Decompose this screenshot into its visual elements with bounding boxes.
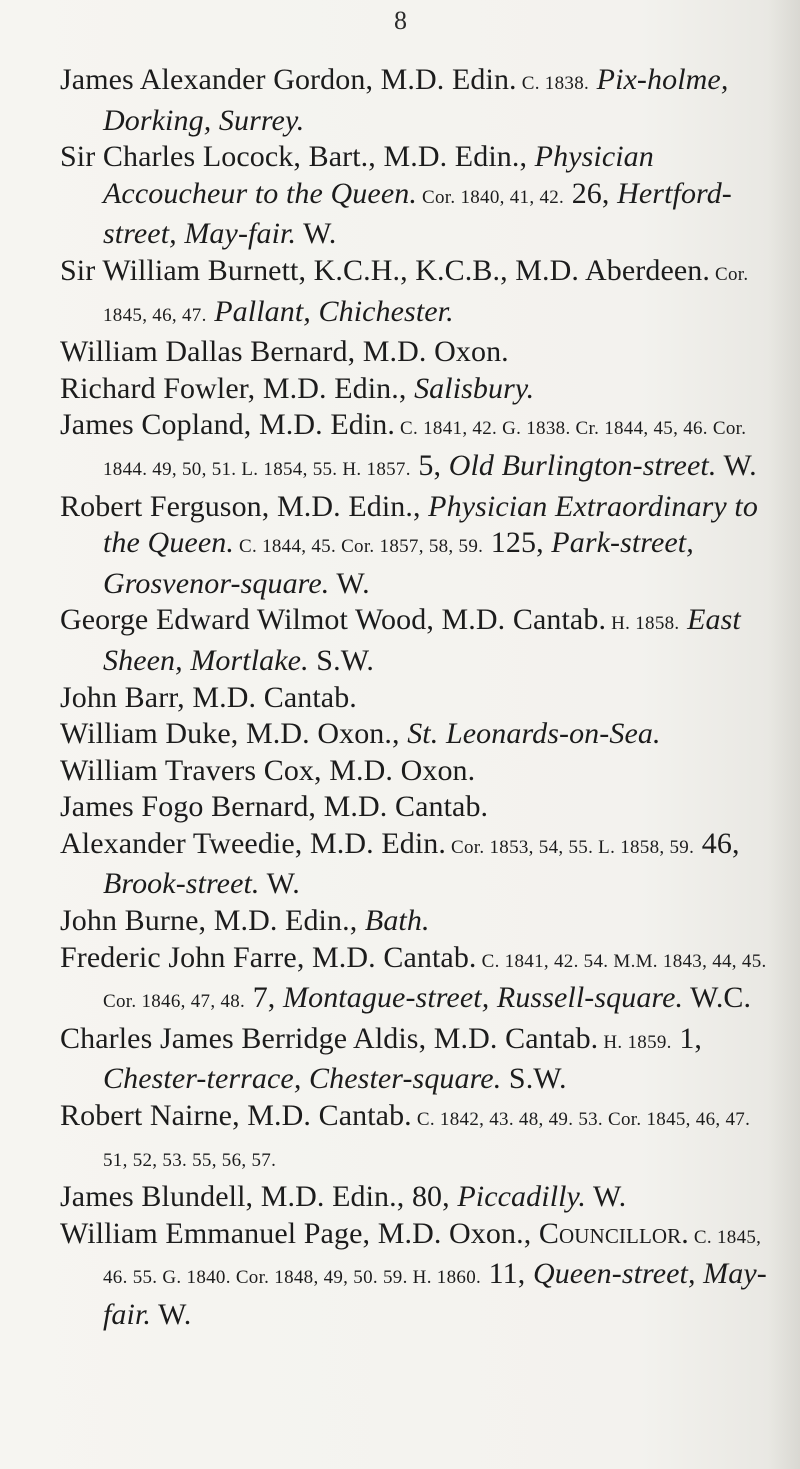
- list-item: [60, 602, 776, 679]
- entry-address: Park-street, Grosvenor-square.: [103, 526, 694, 600]
- entry-office: Physician Accoucheur to the Queen.: [103, 140, 654, 210]
- entry-name: Robert Nairne,: [60, 1099, 240, 1133]
- entry-name: George Edward Wilmot Wood,: [60, 603, 434, 637]
- entry-address: Chester-terrace, Chester-square.: [103, 1062, 502, 1096]
- entry-name: James Copland,: [60, 408, 252, 442]
- entry-address: Montague-street, Russell-square.: [275, 981, 684, 1015]
- entry-name: William Duke,: [60, 717, 239, 751]
- entry-address-number: 46,: [694, 826, 740, 860]
- entry-address: Hertford-street, May-fair.: [103, 176, 732, 251]
- entry-details: Cor. 1853, 54, 55. L. 1858, 59.: [445, 836, 695, 858]
- list-item: [60, 753, 776, 790]
- entry-name: Frederic John Farre,: [60, 940, 305, 974]
- entry-address: Piccadilly.: [449, 1180, 586, 1214]
- entry-degree: M.D. Cantab.: [433, 603, 607, 637]
- entry-postal-district: W.: [296, 217, 337, 251]
- list-item: [60, 940, 776, 1021]
- entry-degree: M.D. Edin.,: [255, 371, 407, 405]
- list-item: [60, 1179, 776, 1216]
- entry-address: St. Leonards-on-Sea.: [399, 717, 661, 751]
- entry-degree: M.D. Edin.,: [269, 489, 421, 523]
- entry-degree: M.D. Oxon.,: [238, 717, 400, 751]
- list-item: [60, 789, 776, 826]
- entry-name: James Alexander Gordon,: [60, 63, 374, 96]
- list-item: [60, 680, 776, 717]
- entry-postal-district: S.W.: [501, 1062, 567, 1096]
- entry-address: Pallant, Chichester.: [206, 294, 454, 328]
- list-item: [60, 1098, 776, 1179]
- list-item: [60, 826, 776, 903]
- entry-address-number: 1,: [671, 1021, 703, 1055]
- list-item: [60, 253, 776, 334]
- entry-address: Bath.: [357, 904, 430, 938]
- entry-degree: M.D. Cantab.: [239, 1099, 412, 1133]
- entry-details: C. 1841, 42. 54. M.M. 1843, 44, 45. Cor. 1846, 47, 48.: [103, 950, 767, 1013]
- list-item: [60, 334, 776, 371]
- list-item: [60, 903, 776, 940]
- entry-address-number: 80,: [404, 1180, 450, 1214]
- list-item: [60, 489, 776, 603]
- entry-name: Robert Ferguson,: [60, 489, 270, 523]
- entry-degree: M.D. Cantab.: [426, 1021, 599, 1055]
- entry-address-number: 125,: [483, 526, 544, 560]
- entry-details: Cor. 1845, 46, 47.: [103, 263, 749, 326]
- entry-address-number: 5,: [410, 448, 442, 482]
- entry-postal-district: S.W.: [308, 643, 374, 677]
- entry-name: Sir Charles Locock, Bart.,: [60, 140, 376, 174]
- entry-address: Brook-street.: [103, 867, 260, 901]
- entry-postal-district: W.: [716, 448, 757, 482]
- list-item: [60, 1021, 776, 1098]
- entry-name: James Blundell,: [60, 1180, 254, 1214]
- entry-name: James Fogo Bernard,: [60, 790, 317, 824]
- entry-degree: M.D. Aberdeen.: [507, 253, 710, 287]
- entry-details: Cor. 1840, 41, 42.: [416, 186, 565, 208]
- entry-degree: M.D. Cantab.: [184, 680, 357, 714]
- list-item: [60, 407, 776, 488]
- entry-address: Old Burlington-street.: [441, 448, 717, 482]
- entry-degree: M.D. Edin.,: [375, 140, 528, 174]
- entry-degree: M.D. Edin.,: [253, 1180, 405, 1214]
- entry-details: C. 1838.: [516, 73, 590, 94]
- list-item: [60, 1216, 776, 1334]
- entry-degree: M.D. Edin.: [251, 408, 395, 442]
- entry-details: C. 1844, 45. Cor. 1857, 58, 59.: [233, 536, 484, 558]
- entry-name: William Travers Cox,: [60, 753, 322, 787]
- entry-address: Pix-holme, Dorking, Surrey.: [103, 63, 729, 137]
- entry-degree: M.D. Edin.: [373, 63, 517, 96]
- entry-name: Sir William Burnett, K.C.H., K.C.B.,: [60, 253, 508, 287]
- entry-degree: M.D. Cantab.: [316, 790, 489, 824]
- entry-details: C. 1845, 46. 55. G. 1840. Cor. 1848, 49, 50. 59. H. 1860.: [103, 1226, 762, 1289]
- entry-degree: M.D. Oxon.: [321, 753, 476, 787]
- entry-role: Councillor.: [531, 1216, 689, 1250]
- entry-postal-district: W.: [259, 867, 300, 901]
- entry-name: Richard Fowler,: [60, 371, 256, 405]
- entry-name: William Dallas Bernard,: [60, 335, 356, 369]
- entry-details: C. 1842, 43. 48, 49. 53. Cor. 1845, 46, 47. 51, 52, 53. 55, 56, 57.: [103, 1109, 751, 1171]
- entry-degree: M.D. Oxon.,: [370, 1216, 532, 1250]
- entry-name: John Barr,: [60, 680, 185, 714]
- list-item: [60, 716, 776, 753]
- entry-degree: M.D. Cantab.: [304, 940, 477, 974]
- entry-address: Queen-street, May-fair.: [103, 1257, 767, 1331]
- list-item: [60, 371, 776, 408]
- entry-degree: M.D. Edin.,: [206, 904, 358, 938]
- entry-details: H. 1858.: [606, 613, 680, 635]
- list-item: [60, 62, 776, 139]
- entry-postal-district: W.: [329, 566, 370, 600]
- entry-postal-district: W.: [585, 1180, 627, 1214]
- entry-address: Salisbury.: [406, 371, 535, 405]
- entry-name: Alexander Tweedie,: [60, 826, 303, 860]
- entry-name: Charles James Berridge Aldis,: [60, 1021, 427, 1055]
- entry-postal-district: W.C.: [683, 981, 752, 1015]
- page-number: 8: [394, 6, 407, 35]
- entry-address: East Sheen, Mortlake.: [103, 603, 741, 677]
- entry-degree: M.D. Oxon.: [355, 335, 509, 369]
- entry-name: William Emmanuel Page,: [60, 1216, 371, 1250]
- entry-details: C. 1841, 42. G. 1838. Cr. 1844, 45, 46. Cor. 1844. 49, 50, 51. L. 1854, 55. H. 1857.: [103, 418, 747, 480]
- entry-address-number: 11,: [481, 1257, 526, 1291]
- entry-office: Physician Extraordinary to the Queen.: [103, 489, 758, 560]
- entry-address-number: 7,: [245, 981, 276, 1015]
- entry-degree: M.D. Edin.: [302, 826, 446, 860]
- entry-name: John Burne,: [60, 904, 207, 938]
- fellows-list: [60, 62, 776, 1334]
- entry-postal-district: W.: [151, 1298, 192, 1331]
- entry-address-number: 26,: [564, 176, 610, 210]
- entry-details: H. 1859.: [598, 1031, 672, 1053]
- list-item: [60, 139, 776, 253]
